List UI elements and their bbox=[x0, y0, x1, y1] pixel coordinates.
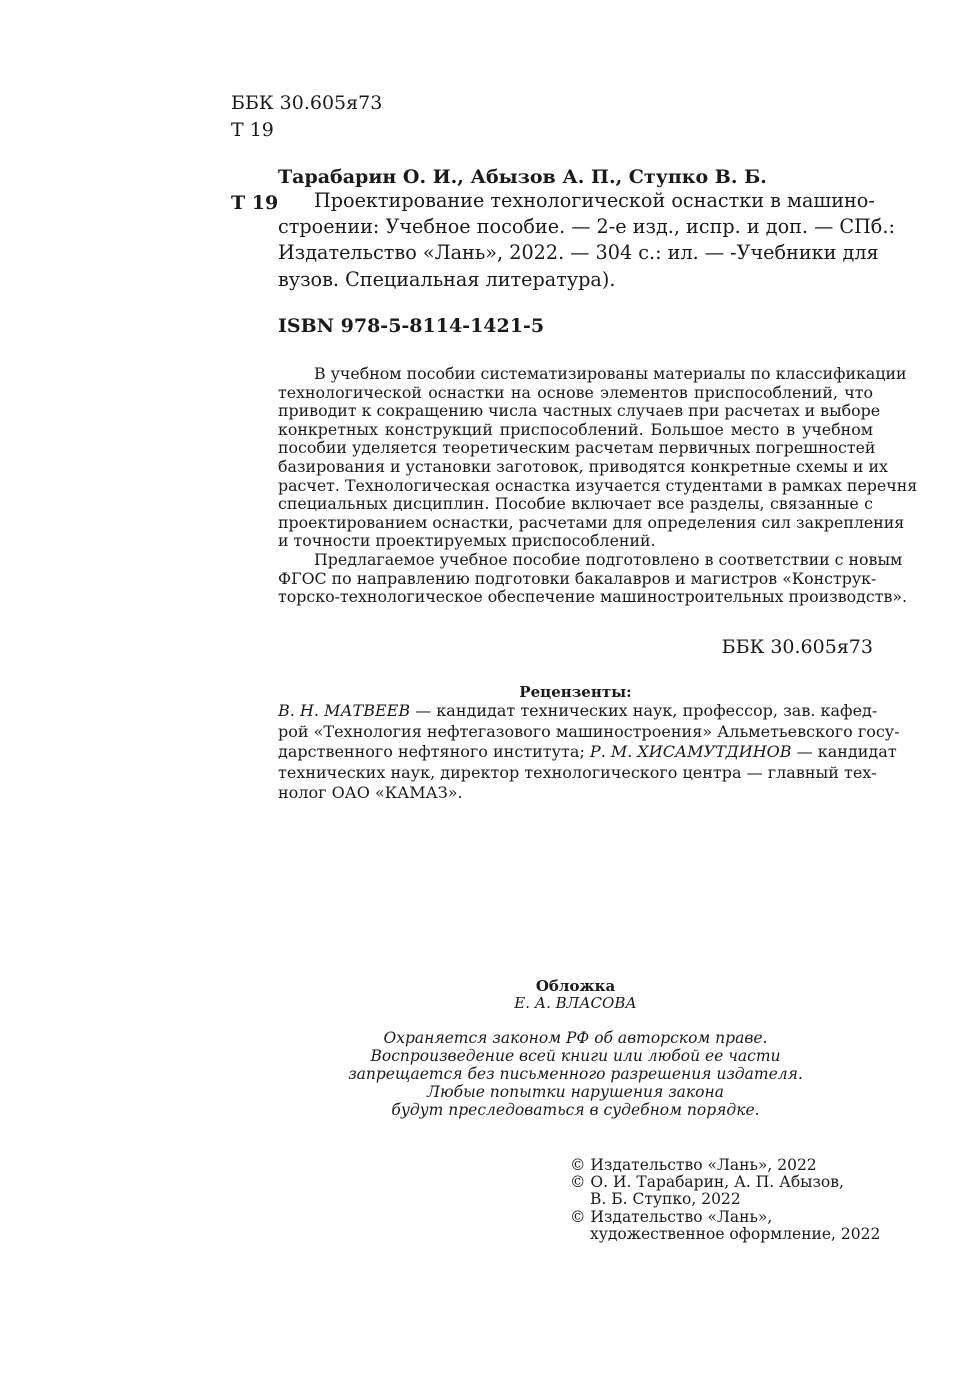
reviewer-name: Р. М. ХИСАМУТДИНОВ bbox=[589, 742, 792, 761]
reviewer-desc: дарственного нефтяного института; bbox=[278, 742, 590, 761]
reviewers-body bbox=[278, 701, 900, 804]
abstract-line: специальных дисциплин. Пособие включает все разделы, связанные с bbox=[278, 494, 873, 514]
isbn: ISBN 978-5-8114-1421-5 bbox=[278, 315, 545, 337]
cover-title: Обложка bbox=[535, 977, 616, 995]
reviewers-line: рой «Технология нефтегазового машиностроения» Альметьевского госу- bbox=[278, 721, 900, 741]
citation-code: Т 19 bbox=[231, 192, 279, 214]
citation-line: строении: Учебное пособие. — 2-е изд., испр. и доп. — СПб.: bbox=[278, 215, 895, 239]
citation-line: Издательство «Лань», 2022. — 304 с.: ил. — -Учебники для bbox=[278, 241, 879, 265]
citation-body bbox=[278, 188, 895, 293]
abstract-line: конкретных конструкций приспособлений. Большое место в учебном bbox=[278, 419, 873, 439]
citation-line: вузов. Специальная литература). bbox=[278, 267, 616, 291]
abstract-line: В учебном пособии систематизированы материалы по классификации bbox=[314, 364, 907, 383]
notice-line: Воспроизведение всей книги или любой ее части bbox=[370, 1047, 781, 1065]
copyright-line: © Издательство «Лань», 2022 bbox=[570, 1156, 817, 1174]
copyright-line: © О. И. Тарабарин, А. П. Абызов, bbox=[570, 1173, 844, 1192]
copyright-line: художественное оформление, 2022 bbox=[590, 1224, 881, 1243]
copyright-line: В. Б. Ступко, 2022 bbox=[590, 1190, 741, 1209]
reviewers-line: нолог ОАО «КАМАЗ». bbox=[278, 783, 463, 802]
reviewers-title: Рецензенты: bbox=[519, 683, 632, 701]
abstract-line: приводит к сокращению числа частных случаев при расчетах и выборе bbox=[278, 401, 881, 421]
reviewer-name: В. Н. МАТВЕЕВ bbox=[278, 701, 411, 720]
notice-line: Любые попытки нарушения закона bbox=[427, 1083, 724, 1101]
copyrights bbox=[570, 1157, 880, 1243]
abstract-line: ФГОС по направлению подготовки бакалавров и магистров «Конструк- bbox=[278, 568, 877, 588]
bbk-header bbox=[231, 90, 382, 144]
abstract-line: пособии уделяется теоретическим расчетам первичных погрешностей bbox=[278, 438, 876, 458]
author-code: Т 19 bbox=[231, 119, 274, 141]
reviewers-line bbox=[278, 701, 878, 722]
bbk-index: ББК 30.605я73 bbox=[231, 92, 383, 114]
abstract-line: и точности проектируемых приспособлений. bbox=[278, 531, 656, 551]
bbk-footer: ББК 30.605я73 bbox=[721, 636, 873, 658]
abstract-line: проектированием оснастки, расчетами для определения сил закрепления bbox=[278, 512, 905, 532]
cover-designer: Е. А. ВЛАСОВА bbox=[514, 994, 637, 1012]
reviewer-desc: — кандидат bbox=[791, 742, 897, 761]
notice-line: запрещается без письменного разрешения издателя. bbox=[348, 1065, 803, 1083]
notice-line: будут преследоваться в судебном порядке. bbox=[391, 1101, 760, 1119]
abstract-line: базирования и установки заготовок, приводятся конкретные схемы и их bbox=[278, 456, 888, 476]
reviewers-line bbox=[278, 742, 897, 763]
reviewers-line: технических наук, директор технологического центра — главный тех- bbox=[278, 762, 877, 782]
copyright-line: © Издательство «Лань», bbox=[570, 1207, 773, 1226]
notice-line: Охраняется законом РФ об авторском праве. bbox=[383, 1029, 768, 1047]
abstract-line: торско-технологическое обеспечение машиностроительных производств». bbox=[278, 587, 908, 607]
reviewer-desc: — кандидат технических наук, профессор, зав. кафед- bbox=[410, 701, 878, 720]
copyright-notice bbox=[278, 1029, 873, 1119]
abstract-line: Предлагаемое учебное пособие подготовлено в соответствии с новым bbox=[314, 549, 903, 569]
abstract-line: технологической оснастки на основе элементов приспособлений, что bbox=[278, 382, 873, 402]
abstract bbox=[278, 364, 918, 607]
citation-line: Проектирование технологической оснастки в машино- bbox=[314, 189, 875, 212]
abstract-line: расчет. Технологическая оснастка изучается студентами в рамках перечня bbox=[278, 475, 918, 495]
citation-authors: Тарабарин О. И., Абызов А. П., Ступко В. Б. bbox=[278, 166, 767, 188]
